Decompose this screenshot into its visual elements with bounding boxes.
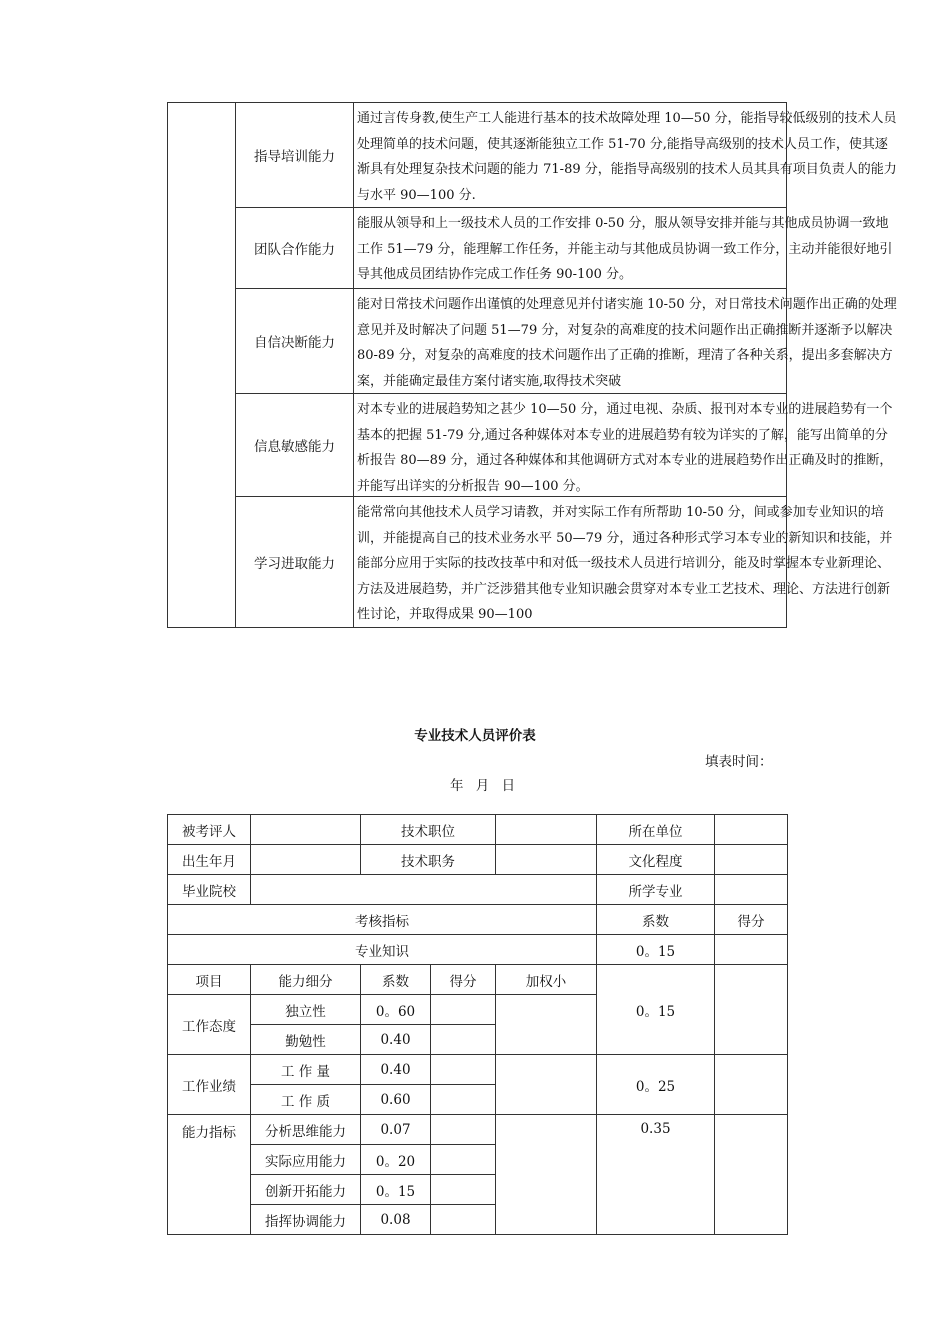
sub-item-score-field[interactable]	[431, 1025, 496, 1055]
sub-item-score-field[interactable]	[431, 1145, 496, 1175]
sub-item-coef: 0.60	[361, 1085, 431, 1115]
birth-field[interactable]	[251, 845, 361, 875]
sub-item-name: 勤勉性	[251, 1025, 361, 1055]
weighted-field[interactable]	[496, 1055, 597, 1115]
sub-item-score-field[interactable]	[431, 1115, 496, 1145]
category-cell	[168, 103, 236, 628]
fill-time-label: 填表时间：	[705, 754, 773, 770]
knowledge-coef: 0。15	[597, 935, 715, 965]
weighted-field[interactable]	[496, 995, 597, 1055]
birth-label: 出生年月	[168, 845, 251, 875]
ability-name: 自信决断能力	[236, 289, 354, 394]
education-field[interactable]	[715, 845, 788, 875]
sub-item-name: 实际应用能力	[251, 1145, 361, 1175]
group-name: 能力指标	[168, 1115, 251, 1235]
tech-title-field[interactable]	[496, 845, 597, 875]
group-coef: 0.35	[597, 1115, 715, 1235]
ability-description: 能服从领导和上一级技术人员的工作安排 0-50 分，服从领导安排并能与其他成员协调一致地工作 51—79 分，能理解工作任务，并能主动与其他成员协调一致工作分，主动并能很好地引导其他成员团结协作完成工作任务 90-100 分。	[357, 216, 893, 282]
sub-item-name: 分析思维能力	[251, 1115, 361, 1145]
sub-item-name: 独立性	[251, 995, 361, 1025]
ability-description-cell	[354, 497, 893, 628]
sub-item-name: 工 作 量	[251, 1055, 361, 1085]
sub-coef-header: 系数	[361, 965, 431, 995]
knowledge-score-field[interactable]	[715, 935, 788, 965]
sub-item-coef: 0.08	[361, 1205, 431, 1235]
examinee-field[interactable]	[251, 815, 361, 845]
sub-score-header: 得分	[431, 965, 496, 995]
sub-item-coef: 0。60	[361, 995, 431, 1025]
sub-item-coef: 0。20	[361, 1145, 431, 1175]
weighted-header: 加权小	[496, 965, 597, 995]
sub-item-coef: 0。15	[361, 1175, 431, 1205]
major-label: 所学专业	[597, 875, 715, 905]
ability-description-table	[167, 102, 897, 628]
coef-header: 系数	[597, 905, 715, 935]
sub-item-name: 指挥协调能力	[251, 1205, 361, 1235]
sub-ability-header: 能力细分	[251, 965, 361, 995]
unit-label: 所在单位	[597, 815, 715, 845]
sub-item-score-field[interactable]	[431, 995, 496, 1025]
ability-description-cell	[354, 394, 893, 497]
tech-position-field[interactable]	[496, 815, 597, 845]
sub-item-name: 工 作 质	[251, 1085, 361, 1115]
sub-item-coef: 0.07	[361, 1115, 431, 1145]
group-score-field[interactable]	[715, 965, 788, 1055]
form-title: 专业技术人员评价表	[414, 728, 536, 744]
tech-position-label: 技术职位	[361, 815, 496, 845]
sub-item-coef: 0.40	[361, 1055, 431, 1085]
group-coef: 0。15	[597, 965, 715, 1055]
knowledge-label: 专业知识	[168, 935, 597, 965]
ability-description-cell	[354, 208, 893, 289]
sub-item-score-field[interactable]	[431, 1085, 496, 1115]
sub-item-score-field[interactable]	[431, 1205, 496, 1235]
sub-item-score-field[interactable]	[431, 1175, 496, 1205]
education-label: 文化程度	[597, 845, 715, 875]
ability-description: 通过言传身教,使生产工人能进行基本的技术故障处理 10—50 分，能指导较低级别的技术人员处理简单的技术问题，使其逐渐能独立工作 51-70 分,能指导高级别的技术人员工作，使其逐渐具有处理复杂技术问题的能力 71-89 分，能指导高级别的技术人员其具有项目负责人的能力与水平 90—100 分.	[357, 111, 897, 203]
school-label: 毕业院校	[168, 875, 251, 905]
ability-name: 信息敏感能力	[236, 394, 354, 497]
tech-title-label: 技术职务	[361, 845, 496, 875]
unit-field[interactable]	[715, 815, 788, 845]
ability-description-cell	[354, 289, 897, 394]
sub-item-score-field[interactable]	[431, 1055, 496, 1085]
school-field[interactable]	[251, 875, 597, 905]
weighted-field[interactable]	[496, 1115, 597, 1235]
group-coef: 0。25	[597, 1055, 715, 1115]
ability-name: 团队合作能力	[236, 208, 354, 289]
group-name: 工作态度	[168, 995, 251, 1055]
group-score-field[interactable]	[715, 1055, 788, 1115]
group-score-field[interactable]	[715, 1115, 788, 1235]
ability-name: 指导培训能力	[236, 103, 354, 208]
group-name: 工作业绩	[168, 1055, 251, 1115]
evaluation-table	[167, 814, 788, 1235]
date-line: 年 月 日	[450, 778, 520, 794]
sub-item-name: 创新开拓能力	[251, 1175, 361, 1205]
item-header: 项目	[168, 965, 251, 995]
examinee-label: 被考评人	[168, 815, 251, 845]
score-header: 得分	[715, 905, 788, 935]
ability-description: 对本专业的进展趋势知之甚少 10—50 分，通过电视、杂质、报刊对本专业的进展趋势有一个基本的把握 51-79 分,通过各种媒体对本专业的进展趋势有较为详实的了解，能写出简单的分析报告 80—89 分，通过各种媒体和其他调研方式对本专业的进展趋势作出正确及时的推断，并能写出详实的分析报告 90—100 分。	[357, 402, 893, 494]
ability-description-cell	[354, 103, 897, 208]
sub-item-coef: 0.40	[361, 1025, 431, 1055]
ability-description: 能对日常技术问题作出谨慎的处理意见并付诸实施 10-50 分，对日常技术问题作出正确的处理意见并及时解决了问题 51—79 分，对复杂的高难度的技术问题作出正确推断并逐渐予以解决 80-89 分，对复杂的高难度的技术问题作出了正确的推断，理清了各种关系，提出多套解决方案，并能确定最佳方案付诸实施,取得技术突破	[357, 297, 897, 389]
indicator-header: 考核指标	[168, 905, 597, 935]
major-field[interactable]	[715, 875, 788, 905]
ability-name: 学习进取能力	[236, 497, 354, 628]
ability-description: 能常常向其他技术人员学习请教，并对实际工作有所帮助 10-50 分，间或参加专业知识的培训，并能提高自己的技术业务水平 50—79 分，通过各种形式学习本专业的新知识和技能，并能部分应用于实际的技改技革中和对低一级技术人员进行培训分，能及时掌握本专业新理论、方法及进展趋势，并广泛涉猎其他专业知识融会贯穿对本专业工艺技术、理论、方法进行创新性讨论，并取得成果 90—100	[357, 505, 893, 622]
